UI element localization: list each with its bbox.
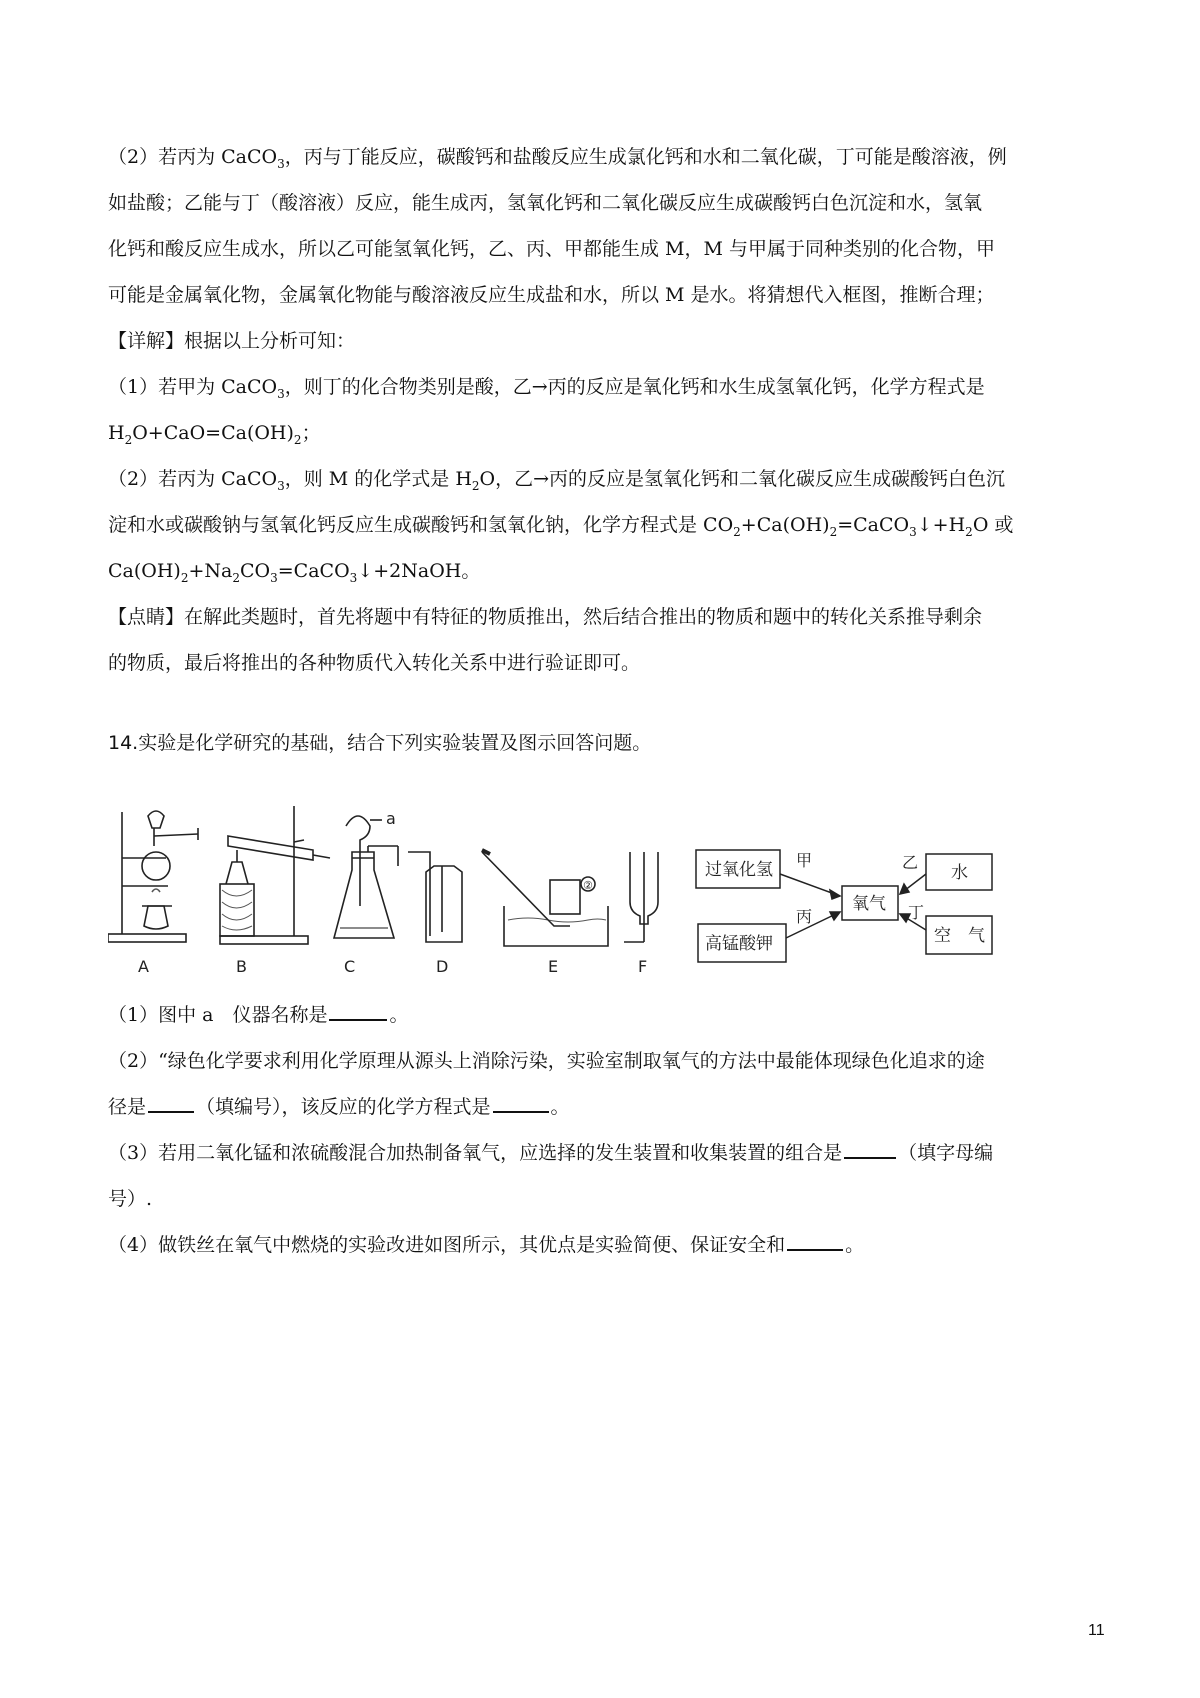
comment-line2: 的物质，最后将推出的各种物质代入转化关系中进行验证即可。	[108, 652, 641, 674]
label-a-apparatus: A	[138, 957, 149, 976]
arrow-label-bing: 丙	[796, 907, 813, 926]
text-oxygen: 氧气	[852, 894, 886, 914]
q14-stem: 14.实验是化学研究的基础，结合下列实验装置及图示回答问题。	[108, 732, 652, 754]
q14-sub4: （4）做铁丝在氧气中燃烧的实验改进如图所示，其优点是实验简便、保证安全和 。	[108, 1230, 864, 1257]
detail-q2-line3: $Ca(OH)_2+Na_2CO_3=CaCO_3↓+2NaOH$。	[108, 560, 481, 585]
apparatus-b	[220, 806, 330, 944]
answer-blank-1[interactable]	[329, 1001, 387, 1021]
label-circle-2: ②	[583, 879, 593, 892]
para1-line1: （2）若丙为 CaCO$_3$，丙与丁能反应，碳酸钙和盐酸反应生成氯化钙和水和二氧化碳，丁可能是酸溶液，例	[108, 146, 1007, 171]
q14-sub2-line2: 径是 （填编号），该反应的化学方程式是 。	[108, 1092, 570, 1119]
apparatus-f	[624, 852, 658, 942]
para1-line3: 化钙和酸反应生成水，所以乙可能氢氧化钙，乙、丙、甲都能生成 M，M 与甲属于同种类别的化合物，甲	[108, 238, 995, 260]
detail-heading: 【详解】根据以上分析可知：	[108, 330, 356, 352]
para1-line4: 可能是金属氧化物，金属氧化物能与酸溶液反应生成盐和水，所以 M 是水。将猜想代入框图，推断合理；	[108, 284, 995, 306]
apparatus-a	[108, 811, 198, 942]
label-c-apparatus: C	[344, 957, 356, 976]
arrow-label-ding: 丁	[908, 903, 925, 922]
q14-sub3-line1: （3）若用二氧化锰和浓硫酸混合加热制备氧气，应选择的发生装置和收集装置的组合是 （填字母编	[108, 1138, 993, 1165]
para1-line2: 如盐酸；乙能与丁（酸溶液）反应，能生成丙，氢氧化钙和二氧化碳反应生成碳酸钙白色沉淀和水，氢氧	[108, 192, 983, 214]
apparatus-c	[334, 816, 398, 938]
detail-q2-line1: （2）若丙为 CaCO$_3$，则 M 的化学式是 $H_2O$，乙→丙的反应是氢氧化钙和二氧化碳反应生成碳酸钙白色沉	[108, 468, 1006, 493]
q14-sub2-line1: （2）“绿色化学要求利用化学原理从源头上消除污染，实验室制取氧气的方法中最能体现绿色化追求的途	[108, 1050, 985, 1072]
q14-sub3-line2: 号）.	[108, 1188, 153, 1210]
answer-blank-4[interactable]	[787, 1231, 843, 1251]
label-e-apparatus: E	[548, 957, 559, 976]
page-number: 11	[1088, 1622, 1105, 1639]
answer-blank-2a[interactable]	[148, 1093, 194, 1113]
arrow-label-jia: 甲	[796, 851, 813, 870]
answer-blank-3[interactable]	[844, 1139, 896, 1159]
detail-q1-line1: （1）若甲为 CaCO$_3$，则丁的化合物类别是酸，乙→丙的反应是氧化钙和水生成氢氧化钙，化学方程式是	[108, 376, 985, 401]
detail-q1-equation: $H_2O+CaO=Ca(OH)_2$；	[108, 422, 321, 447]
comment-line1: 【点睛】在解此类题时，首先将题中有特征的物质推出，然后结合推出的物质和题中的转化关系推导剩余	[108, 606, 983, 628]
apparatus-e	[482, 850, 608, 946]
q14-sub1: （1）图中 a 仪器名称是 。	[108, 1000, 408, 1027]
label-instrument-a: a	[386, 809, 396, 828]
text-kmno4: 高锰酸钾	[705, 934, 773, 954]
text-water: 水	[951, 863, 968, 883]
text-h2o2: 过氧化氢	[705, 860, 773, 880]
apparatus-d	[408, 852, 462, 942]
arrow-label-yi: 乙	[902, 853, 919, 872]
label-b-apparatus: B	[236, 957, 247, 976]
label-d-apparatus: D	[436, 957, 449, 976]
text-air: 空 气	[934, 926, 985, 946]
apparatus-figure	[108, 806, 1108, 984]
label-f-apparatus: F	[638, 957, 648, 976]
answer-blank-2b[interactable]	[493, 1093, 549, 1113]
detail-q2-line2: 淀和水或碳酸钠与氢氧化钙反应生成碳酸钙和氢氧化钠，化学方程式是 $CO_2+Ca(OH)_2=CaCO_3↓+H_2O$ 或	[108, 514, 1014, 539]
